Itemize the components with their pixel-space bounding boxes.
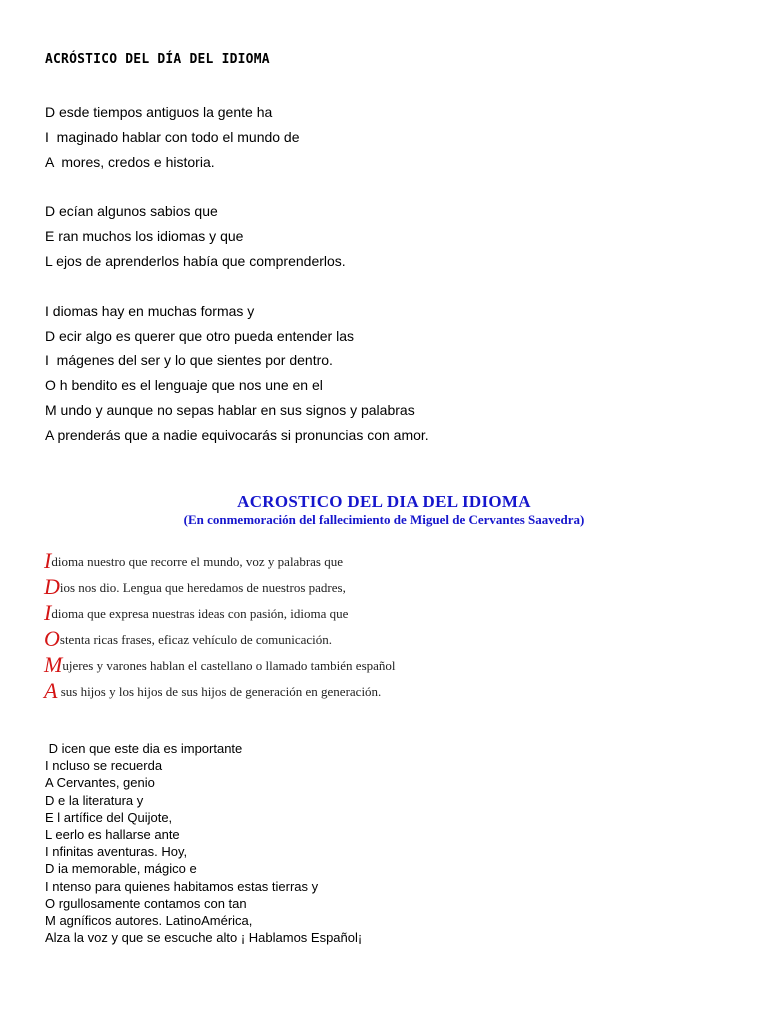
poem-stanza [45, 301, 429, 450]
acrostic-initial: A [44, 678, 58, 703]
poem-line-text: dioma que expresa nuestras ideas con pasión, idioma que [51, 606, 349, 621]
poem-line: L eerlo es hallarse ante [45, 826, 180, 842]
poem-line: I ncluso se recuerda [45, 758, 163, 774]
poem-line: E l artífice del Quijote, [45, 809, 173, 825]
acrostic-poem-2 [44, 548, 396, 704]
poem-line: A prenderás que a nadie equivocarás si pronuncias con amor. [45, 426, 429, 443]
poem-line: M agníficos autores. LatinoAmérica, [45, 912, 253, 928]
acrostic-poem-3 [45, 740, 362, 946]
poem-line: D esde tiempos antiguos la gente ha [45, 104, 273, 120]
poem-line [44, 626, 396, 652]
poem-line [44, 678, 396, 704]
poem-stanza [45, 102, 429, 176]
poem-line [44, 600, 396, 626]
acrostic-title: ACRÓSTICO DEL DÍA DEL IDIOMA [45, 52, 270, 67]
poem-line: D ecían algunos sabios que [45, 203, 218, 220]
poem-line: L ejos de aprenderlos había que comprenderlos. [45, 252, 346, 269]
poem-line: Alza la voz y que se escuche alto ¡ Hablamos Español¡ [45, 930, 363, 946]
poem-line-text: dioma nuestro que recorre el mundo, voz y palabras que [51, 554, 344, 569]
poem-line-text: ujeres y varones hablan el castellano o llamado también español [62, 658, 396, 673]
poem-line: O rgullosamente contamos con tan [45, 895, 247, 911]
poem-line [44, 548, 396, 574]
poem-line: A mores, credos e historia. [45, 153, 215, 170]
poem-line: M undo y aunque no sepas hablar en sus signos y palabras [45, 401, 415, 418]
poem-line: I maginado hablar con todo el mundo de [45, 128, 300, 145]
poem-line: I diomas hay en muchas formas y [45, 302, 255, 319]
acrostic-subtitle: (En conmemoración del fallecimiento de Miguel de Cervantes Saavedra) [183, 512, 585, 527]
acrostic-poem-1 [45, 102, 429, 475]
poem-line: I mágenes del ser y lo que sientes por dentro. [45, 352, 333, 369]
poem-line: I ntenso para quienes habitamos estas tierras y [45, 878, 319, 894]
acrostic-title-2: ACROSTICO DEL DIA DEL IDIOMA [237, 492, 531, 511]
poem-line: D ecir algo es querer que otro pueda entender las [45, 327, 354, 344]
acrostic-initial: I [44, 600, 52, 625]
poem-line: D e la literatura y [45, 792, 144, 808]
poem-line: D ia memorable, mágico e [45, 861, 197, 877]
poem-line: I nfinitas aventuras. Hoy, [45, 844, 188, 860]
poem-line: E ran muchos los idiomas y que [45, 228, 244, 245]
acrostic-initial: M [44, 652, 63, 677]
poem-line [44, 574, 396, 600]
acrostic-initial: D [44, 574, 60, 599]
acrostic-initial: I [44, 548, 52, 573]
poem-stanza [45, 201, 429, 275]
poem-line: A Cervantes, genio [45, 775, 155, 791]
poem-line-text: ios nos dio. Lengua que heredamos de nuestros padres, [59, 580, 346, 595]
poem-line-text: sus hijos y los hijos de sus hijos de generación en generación. [57, 684, 382, 699]
poem-line-text: stenta ricas frases, eficaz vehículo de comunicación. [59, 632, 333, 647]
poem-line [44, 652, 396, 678]
poem-line: D icen que este dia es importante [45, 741, 243, 756]
poem-line: O h bendito es el lenguaje que nos une en el [45, 377, 323, 394]
acrostic-initial: O [44, 626, 60, 651]
